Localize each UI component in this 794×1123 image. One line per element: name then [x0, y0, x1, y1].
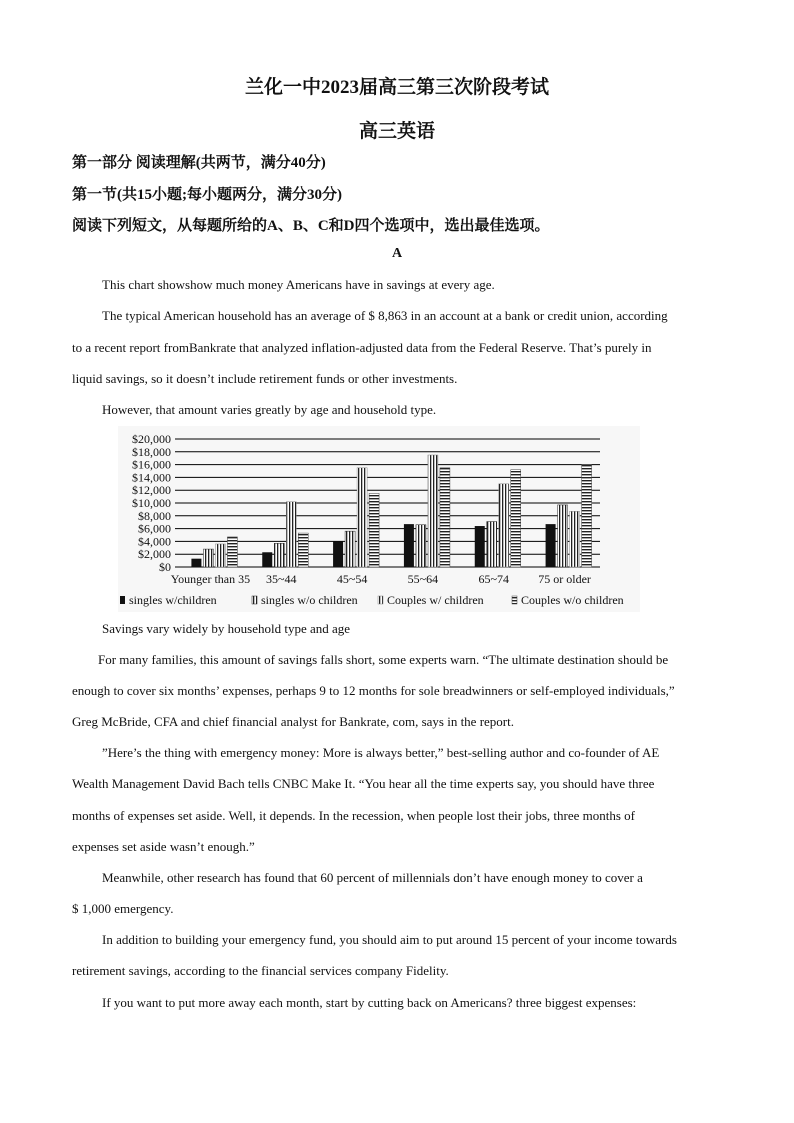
body-paragraph-5-line-3: months of expenses set aside. Well, it depends. In the recession, when people lost their jobs, three months of	[72, 808, 636, 823]
y-tick-label: $12,000	[132, 483, 171, 498]
bar	[511, 470, 521, 567]
body-paragraph-4-line-1: For many families, this amount of savings falls short, some experts warn. “The ultimate destination should be	[98, 652, 669, 667]
bar	[404, 524, 414, 567]
bar	[357, 468, 367, 567]
bar	[215, 544, 225, 567]
body-paragraph-4-line-3: Greg McBride, CFA and chief financial analyst for Bankrate, com, says in the report.	[72, 714, 514, 729]
chart-caption: Savings vary widely by household type and age	[102, 621, 351, 636]
body-paragraph-5-line-4: expenses set aside wasn’t enough.”	[72, 839, 255, 854]
bar	[582, 465, 592, 567]
bar	[475, 526, 485, 567]
page-title: 兰化一中2023届高三第三次阶段考试	[244, 77, 549, 98]
y-tick-label: $2,000	[138, 547, 171, 562]
legend-label: Couples w/o children	[521, 593, 624, 607]
bar	[440, 468, 450, 567]
legend-swatch	[378, 596, 383, 604]
y-tick-label: $8,000	[138, 508, 171, 523]
bar	[274, 543, 284, 567]
x-tick-label: 45~54	[336, 572, 368, 586]
y-tick-label: $4,000	[138, 534, 171, 549]
intro-paragraph-1: This chart showshow much money Americans have in savings at every age.	[102, 277, 495, 292]
instruction-text: 阅读下列短文，从每题所给的A、B、C和D四个选项中，选出最佳选项。	[72, 218, 550, 234]
body-paragraph-5-line-2: Wealth Management David Bach tells CNBC Make It. “You hear all the time experts say, you should have three	[72, 776, 655, 791]
body-paragraph-6-line-1: Meanwhile, other research has found that 60 percent of millennials don’t have enough money to cover a	[102, 870, 643, 885]
section-heading: 第一节(共15小题;每小题两分，满分30分)	[72, 187, 342, 203]
bar	[487, 522, 497, 567]
bar	[499, 484, 509, 567]
bar	[203, 549, 213, 567]
y-tick-label: $10,000	[132, 496, 171, 510]
subject-title: 高三英语	[358, 121, 435, 142]
savings-bar-chart	[118, 426, 640, 612]
bar	[262, 552, 272, 567]
part-heading: 第一部分 阅读理解(共两节，满分40分)	[72, 155, 326, 171]
x-tick-label: Younger than 35	[170, 572, 251, 586]
bar	[191, 559, 201, 567]
bar	[369, 493, 379, 567]
intro-paragraph-3: However, that amount varies greatly by age and household type.	[102, 402, 437, 417]
body-paragraph-4-line-2: enough to cover six months’ expenses, perhaps 9 to 12 months for sole breadwinners or self-employed individuals,”	[72, 683, 675, 698]
body-paragraph-5-line-1: ”Here’s the thing with emergency money: More is always better,” best-selling author and co-founder of AE	[102, 745, 660, 760]
legend-swatch	[512, 596, 517, 604]
body-paragraph-7-line-2: retirement savings, according to the financial services company Fidelity.	[72, 963, 449, 978]
intro-paragraph-2-line-3: liquid savings, so it doesn’t include retirement funds or other investments.	[72, 371, 458, 386]
bar	[570, 511, 580, 567]
legend-label: singles w/o children	[261, 593, 358, 607]
y-tick-label: $6,000	[138, 521, 171, 536]
x-tick-label: 55~64	[407, 572, 439, 586]
savings-chart	[118, 426, 640, 612]
bar	[416, 525, 426, 567]
legend-label: singles w/children	[129, 593, 217, 607]
legend-swatch	[120, 596, 125, 604]
bar	[546, 524, 556, 567]
bar	[345, 531, 355, 567]
legend-swatch	[252, 596, 257, 604]
x-tick-label: 35~44	[266, 572, 297, 586]
bar	[298, 533, 308, 567]
body-paragraph-6-line-2: $ 1,000 emergency.	[72, 901, 174, 916]
body-paragraph-7-line-1: In addition to building your emergency fund, you should aim to put around 15 percent of your income towards	[102, 932, 677, 947]
intro-paragraph-2-line-2: to a recent report fromBankrate that analyzed inflation-adjusted data from the Federal Reserve. That’s purely in	[72, 340, 652, 355]
bar	[227, 537, 237, 567]
intro-paragraph-2-line-1: The typical American household has an average of $ 8,863 in an account at a bank or credit union, according	[102, 308, 668, 323]
bar	[558, 505, 568, 567]
x-tick-label: 65~74	[478, 572, 509, 586]
x-tick-label: 75 or older	[538, 572, 591, 586]
y-tick-label: $14,000	[132, 470, 171, 485]
y-tick-label: $16,000	[132, 457, 171, 472]
bar	[286, 502, 296, 567]
y-tick-label: $18,000	[132, 444, 171, 459]
bar	[428, 455, 438, 567]
bar	[333, 541, 343, 567]
y-tick-label: $20,000	[132, 432, 171, 446]
y-tick-label: $0	[159, 560, 171, 574]
passage-label: A	[391, 246, 403, 261]
legend-label: Couples w/ children	[387, 593, 484, 607]
body-paragraph-8: If you want to put more away each month, start by cutting back on Americans? three biggest expenses:	[102, 995, 637, 1010]
